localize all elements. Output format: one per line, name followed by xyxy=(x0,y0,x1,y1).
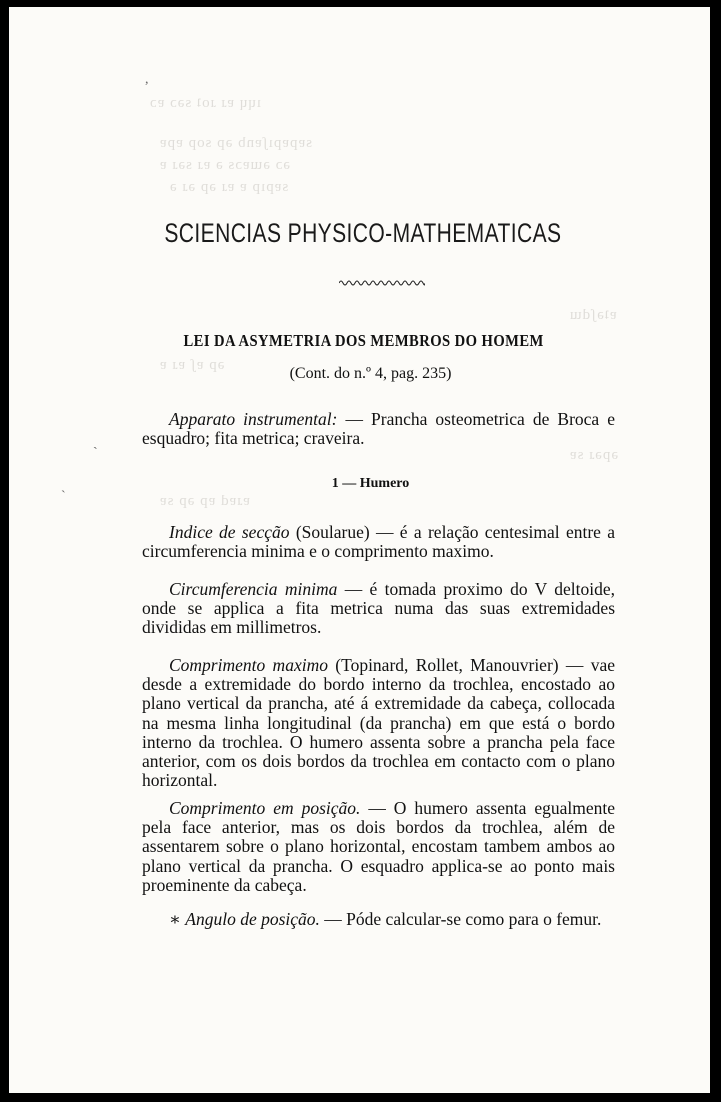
text-apparato: — Prancha osteometrica de Broca e esquadro; fita metrica; craveira. xyxy=(142,409,615,449)
paragraph-circumferencia xyxy=(142,580,615,638)
margin-mark: , xyxy=(145,72,149,87)
bleed-through-line: ıɥɥ ɐɹ ɹoʇ sǝɔ ɐɔ xyxy=(149,95,261,111)
continuation-note: (Cont. do n.º 4, pag. 235) xyxy=(289,365,452,382)
paragraph-apparato xyxy=(142,410,615,448)
ornament-divider xyxy=(339,279,425,287)
document-page xyxy=(9,7,710,1093)
margin-mark: ˏ xyxy=(93,435,98,450)
paragraph-comprimento-posicao xyxy=(142,799,615,895)
paragraph-indice xyxy=(142,523,615,561)
article-title: LEI DA ASYMETRIA DOS MEMBROS DO HOMEM xyxy=(183,331,544,350)
term-circumferencia: Circumferencia minima xyxy=(169,579,338,599)
asterisk-mark: ∗ xyxy=(169,909,186,929)
paragraph-comprimento-maximo xyxy=(142,656,615,790)
term-comprimento-posicao: Comprimento em posição. xyxy=(169,798,361,818)
term-apparato: Apparato instrumental: xyxy=(169,409,338,429)
term-comprimento-maximo: Comprimento maximo xyxy=(169,655,328,675)
bleed-through-line: sɐpıp ɐ ɐɹ ǝp ǝɹ ǝ xyxy=(169,179,289,195)
text-comprimento-maximo: (Topinard, Rollet, Manouvrier) — vae desde a extremidade do bordo interno da trochlea, encostado ao plano vertical da prancha, até á extremidade da cabeça, collocada na mesma linha longitudinal (da prancha) em que está o bordo interno da trochlea. O humero assenta sobre a prancha pela face anterior, com os dois bordos da trochlea em contacto com o plano horizontal. xyxy=(142,655,615,791)
text-indice: (Soularue) — é a relação centesimal entre a circumferencia minima e o comprimento maximo. xyxy=(142,522,616,562)
term-indice: Indice de secção xyxy=(169,522,290,542)
text-circumferencia: — é tomada proximo do V deltoide, onde se applica a fita metrica numa das suas extremidades divididas em millimetros. xyxy=(142,579,615,638)
bleed-through-line: ǝɔ ǝɯɐɔs ǝ ɐɹ sǝɹ ɐ xyxy=(159,157,291,173)
term-angulo: Angulo de posição. xyxy=(185,909,320,929)
paragraph-angulo xyxy=(142,910,615,929)
subheading-humero: 1 — Humero xyxy=(331,476,410,491)
bleed-through-line: sɐpɐpıʃɐnb ǝp sop ɐpɐ xyxy=(159,135,313,151)
section-heading: SCIENCIAS PHYSICO-MATHEMATICAS xyxy=(164,218,562,248)
text-comprimento-posicao: — O humero assenta egualmente pela face anterior, mas os dois bordos da trochlea, além de assentarem sobre o plano horizontal, encostam tambem ambos ao plano vertical da prancha. O esquadro applica-se ao ponto mais proeminente da cabeça. xyxy=(142,798,615,895)
bleed-through-line: ɐɹɐd ɐp ǝp sɐ xyxy=(159,493,250,509)
bleed-through-line: ɐʇǝʃdɯ xyxy=(569,307,617,323)
text-angulo: — Póde calcular-se como para o femur. xyxy=(319,909,602,929)
bleed-through-line: ǝp ɐʃ ɐɹ ɐ xyxy=(159,357,225,373)
bleed-through-line: ǝpǝɹ sɐ xyxy=(569,447,619,463)
margin-mark: ˋ xyxy=(61,489,66,504)
